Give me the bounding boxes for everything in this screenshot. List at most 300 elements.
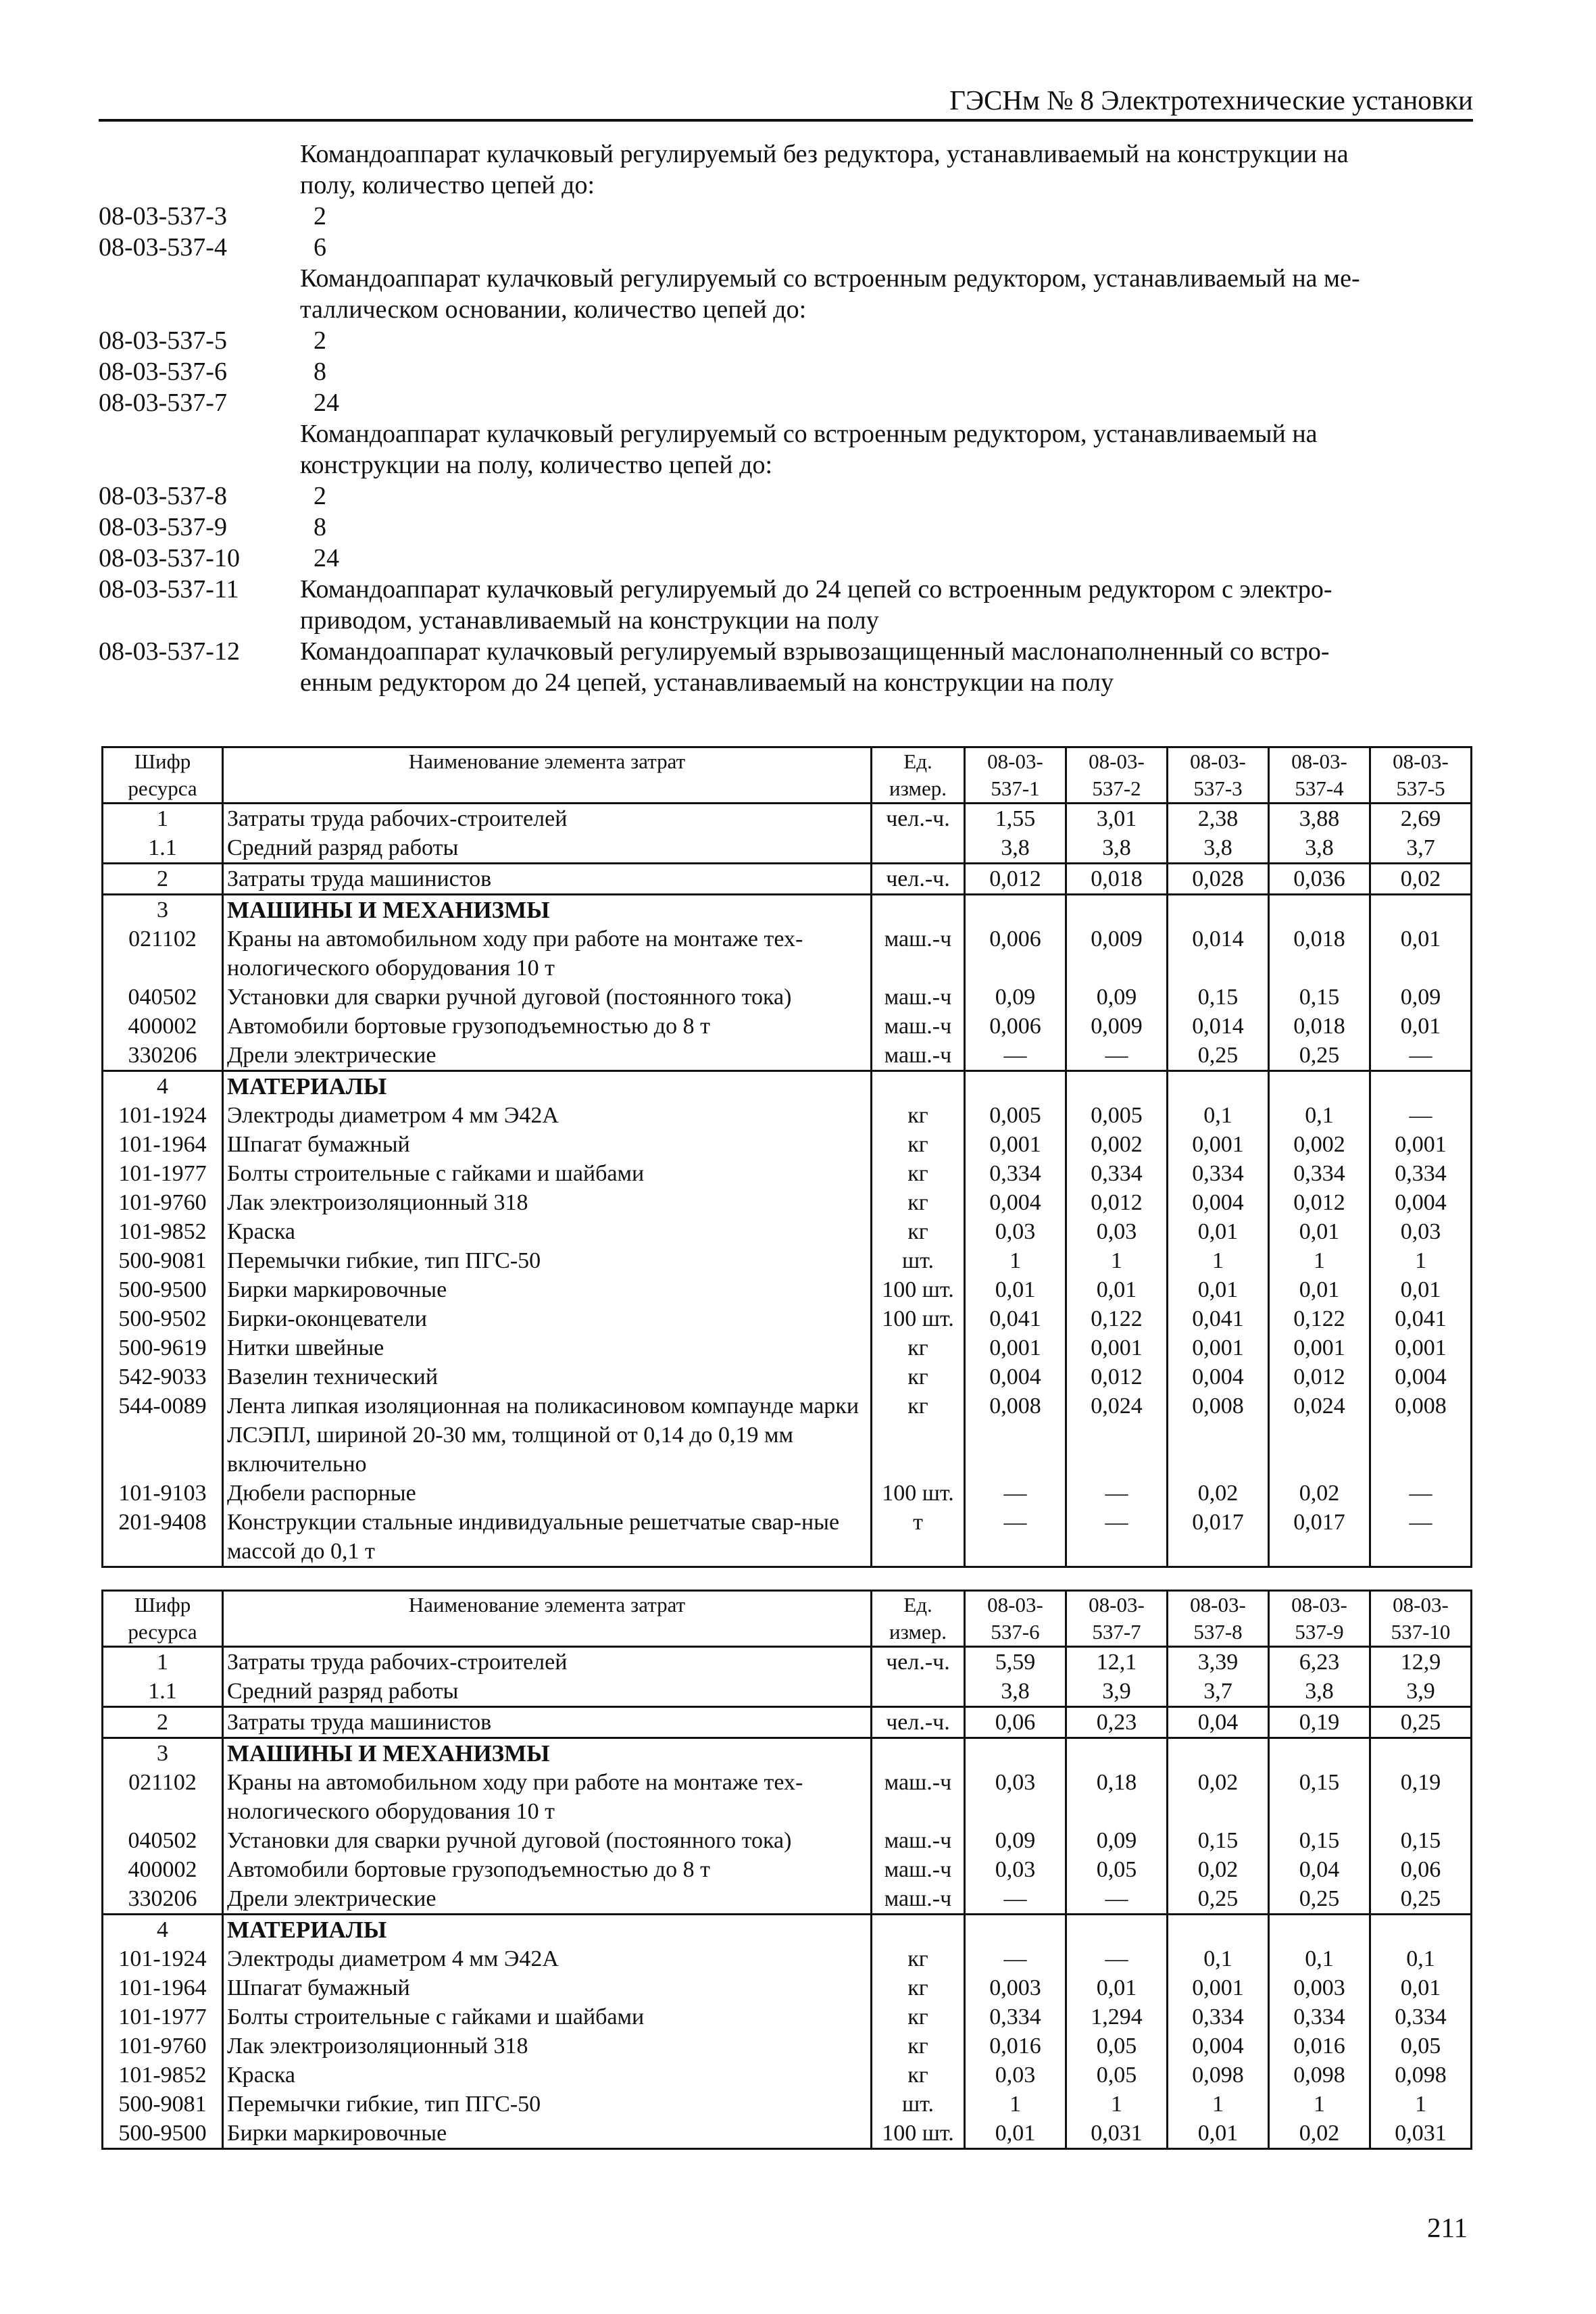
table-row bbox=[103, 1884, 1472, 1915]
norm-value: 0,01 bbox=[1370, 1973, 1472, 2002]
column-header: 08-03-537-2 bbox=[1066, 747, 1168, 804]
norm-value: 0,004 bbox=[1168, 1188, 1269, 1217]
norm-value: 0,004 bbox=[965, 1188, 1066, 1217]
work-code: 08-03-537-3 bbox=[99, 202, 227, 230]
unit-of-measure: кг bbox=[872, 1217, 965, 1246]
table-row bbox=[103, 2119, 1472, 2149]
work-code: 08-03-537-8 bbox=[99, 482, 227, 510]
norm-value bbox=[1168, 1915, 1269, 1945]
intro-row bbox=[99, 170, 1473, 201]
table-row bbox=[103, 1041, 1472, 1071]
section-row bbox=[103, 895, 1472, 925]
section-title: МАТЕРИАЛЫ bbox=[223, 1915, 872, 1945]
norm-value: 0,001 bbox=[1168, 1333, 1269, 1362]
norm-value: 0,25 bbox=[1370, 1707, 1472, 1738]
norm-value: 0,02 bbox=[1168, 1479, 1269, 1508]
work-text: конструкции на полу, количество цепей до: bbox=[300, 451, 773, 479]
work-code: 08-03-537-9 bbox=[99, 513, 227, 541]
norm-value: 0,012 bbox=[1269, 1362, 1370, 1392]
cost-element-name: Лак электроизоляционный 318 bbox=[223, 2032, 872, 2061]
unit-of-measure: маш.-ч bbox=[872, 983, 965, 1012]
cost-element-name: Краска bbox=[223, 2061, 872, 2090]
norm-value: 0,001 bbox=[1168, 1973, 1269, 2002]
table-row bbox=[103, 1944, 1472, 1973]
table-header-row bbox=[103, 747, 1472, 804]
norm-value: 0,003 bbox=[965, 1973, 1066, 2002]
norm-value: 0,15 bbox=[1168, 983, 1269, 1012]
norm-value: — bbox=[965, 1944, 1066, 1973]
resource-code: 040502 bbox=[103, 983, 223, 1012]
norm-value: 0,05 bbox=[1066, 1855, 1168, 1884]
unit-of-measure: 100 шт. bbox=[872, 1304, 965, 1333]
norm-value: 0,001 bbox=[1168, 1130, 1269, 1159]
resource-code: 330206 bbox=[103, 1884, 223, 1915]
unit-of-measure: маш.-ч bbox=[872, 1826, 965, 1855]
resource-code: 400002 bbox=[103, 1012, 223, 1041]
unit-of-measure: кг bbox=[872, 1101, 965, 1130]
resource-code: 101-9852 bbox=[103, 1217, 223, 1246]
unit-of-measure: кг bbox=[872, 1188, 965, 1217]
work-text: енным редуктором до 24 цепей, устанавливаемый на конструкции на полу bbox=[300, 668, 1114, 697]
unit-of-measure bbox=[872, 895, 965, 925]
norm-value: 1 bbox=[965, 2090, 1066, 2119]
unit-of-measure: шт. bbox=[872, 2090, 965, 2119]
norm-value: 2,69 bbox=[1370, 804, 1472, 834]
norm-value: 0,06 bbox=[1370, 1855, 1472, 1884]
norm-value: 3,39 bbox=[1168, 1647, 1269, 1677]
unit-of-measure: чел.-ч. bbox=[872, 804, 965, 834]
intro-row bbox=[99, 574, 1473, 605]
norm-value: 0,01 bbox=[965, 2119, 1066, 2149]
table-row bbox=[103, 1101, 1472, 1130]
norm-value: 0,19 bbox=[1269, 1707, 1370, 1738]
intro-row bbox=[99, 512, 1473, 543]
work-code: 08-03-537-4 bbox=[99, 233, 227, 262]
norm-value: 0,098 bbox=[1168, 2061, 1269, 2090]
resource-code: 3 bbox=[103, 1738, 223, 1769]
norm-value: 12,1 bbox=[1066, 1647, 1168, 1677]
unit-of-measure: маш.-ч bbox=[872, 925, 965, 983]
resource-code: 101-1977 bbox=[103, 1159, 223, 1188]
norm-value: 0,1 bbox=[1269, 1101, 1370, 1130]
work-text: 24 bbox=[314, 544, 339, 572]
norm-value: 0,028 bbox=[1168, 864, 1269, 895]
unit-of-measure: чел.-ч. bbox=[872, 864, 965, 895]
resource-code: 201-9408 bbox=[103, 1508, 223, 1567]
norm-value: 0,04 bbox=[1168, 1707, 1269, 1738]
norm-value: 0,1 bbox=[1168, 1101, 1269, 1130]
intro-row bbox=[99, 605, 1473, 636]
norm-value: 1 bbox=[1370, 1246, 1472, 1275]
norm-value: 0,03 bbox=[965, 2061, 1066, 2090]
norm-value: 1 bbox=[1269, 2090, 1370, 2119]
norm-value: 1 bbox=[1066, 2090, 1168, 2119]
norm-value: 0,09 bbox=[1370, 983, 1472, 1012]
norm-value: 0,334 bbox=[1269, 2002, 1370, 2032]
table-row bbox=[103, 833, 1472, 864]
cost-element-name: Дюбели распорные bbox=[223, 1479, 872, 1508]
column-header: Шифр ресурса bbox=[103, 747, 223, 804]
norm-value: 0,15 bbox=[1370, 1826, 1472, 1855]
norm-value: 0,06 bbox=[965, 1707, 1066, 1738]
work-text: Командоаппарат кулачковый регулируемый со встроенным редуктором, устанавливаемый на ме- bbox=[300, 264, 1360, 293]
norm-value: 0,15 bbox=[1269, 1768, 1370, 1826]
unit-of-measure bbox=[872, 1738, 965, 1769]
cost-element-name: Шпагат бумажный bbox=[223, 1973, 872, 2002]
unit-of-measure: кг bbox=[872, 1392, 965, 1479]
norm-value: 0,334 bbox=[1168, 2002, 1269, 2032]
norm-value: 0,05 bbox=[1066, 2061, 1168, 2090]
intro-row bbox=[99, 449, 1473, 481]
norm-value: 1 bbox=[1370, 2090, 1472, 2119]
norm-value: 0,23 bbox=[1066, 1707, 1168, 1738]
section-row bbox=[103, 1738, 1472, 1769]
norm-value bbox=[1269, 1738, 1370, 1769]
unit-of-measure: маш.-ч bbox=[872, 1012, 965, 1041]
cost-element-name: Затраты труда машинистов bbox=[223, 864, 872, 895]
norm-value: — bbox=[1066, 1041, 1168, 1071]
norm-value: 1 bbox=[965, 1246, 1066, 1275]
intro-row bbox=[99, 325, 1473, 356]
cost-element-name: Перемычки гибкие, тип ПГС-50 bbox=[223, 2090, 872, 2119]
norm-value: — bbox=[1370, 1508, 1472, 1567]
norm-value: — bbox=[1066, 1479, 1168, 1508]
resource-table-2 bbox=[101, 1590, 1472, 2150]
norm-value: 0,014 bbox=[1168, 1012, 1269, 1041]
resource-code: 1 bbox=[103, 1647, 223, 1677]
norm-value: 0,01 bbox=[1168, 1275, 1269, 1304]
norm-value: 0,25 bbox=[1168, 1041, 1269, 1071]
norm-value bbox=[965, 1738, 1066, 1769]
norm-value: 1 bbox=[1066, 1246, 1168, 1275]
work-text: 6 bbox=[314, 233, 326, 262]
table-row bbox=[103, 1973, 1472, 2002]
norm-value: 0,19 bbox=[1370, 1768, 1472, 1826]
cost-element-name: Бирки маркировочные bbox=[223, 2119, 872, 2149]
norm-value: 0,036 bbox=[1269, 864, 1370, 895]
norm-value: 0,334 bbox=[1269, 1159, 1370, 1188]
resource-code: 101-9852 bbox=[103, 2061, 223, 2090]
table-row bbox=[103, 1012, 1472, 1041]
norm-value: 0,01 bbox=[1066, 1973, 1168, 2002]
cost-element-name: Краны на автомобильном ходу при работе на монтаже тех-нологического оборудования 10 т bbox=[223, 1768, 872, 1826]
norm-value: 0,006 bbox=[965, 925, 1066, 983]
intro-row bbox=[99, 543, 1473, 574]
column-header: Наименование элемента затрат bbox=[223, 1591, 872, 1647]
norm-value: 6,23 bbox=[1269, 1647, 1370, 1677]
norm-value: 0,334 bbox=[965, 2002, 1066, 2032]
cost-element-name: Болты строительные с гайками и шайбами bbox=[223, 1159, 872, 1188]
work-text: Командоаппарат кулачковый регулируемый без редуктора, устанавливаемый на конструкции на bbox=[300, 140, 1349, 168]
norm-value: 0,02 bbox=[1269, 1479, 1370, 1508]
norm-value: 0,02 bbox=[1168, 1768, 1269, 1826]
work-text: Командоаппарат кулачковый регулируемый до 24 цепей со встроенным редуктором с электро- bbox=[300, 575, 1332, 604]
intro-row bbox=[99, 232, 1473, 263]
work-text: Командоаппарат кулачковый регулируемый со встроенным редуктором, устанавливаемый на bbox=[300, 420, 1318, 448]
norm-value: 0,017 bbox=[1168, 1508, 1269, 1567]
cost-element-name: Средний разряд работы bbox=[223, 833, 872, 864]
unit-of-measure: кг bbox=[872, 1159, 965, 1188]
unit-of-measure: кг bbox=[872, 2002, 965, 2032]
norm-value: 0,01 bbox=[1370, 925, 1472, 983]
norm-value: 0,01 bbox=[1168, 2119, 1269, 2149]
norm-value: 3,7 bbox=[1168, 1677, 1269, 1707]
column-header: 08-03-537-1 bbox=[965, 747, 1066, 804]
norm-value: — bbox=[1066, 1884, 1168, 1915]
norm-value: 0,024 bbox=[1269, 1392, 1370, 1479]
norm-value bbox=[1168, 895, 1269, 925]
table-row bbox=[103, 1246, 1472, 1275]
resource-code: 330206 bbox=[103, 1041, 223, 1071]
norm-value: 0,01 bbox=[1168, 1217, 1269, 1246]
norm-value: 0,031 bbox=[1370, 2119, 1472, 2149]
column-header: 08-03-537-8 bbox=[1168, 1591, 1269, 1647]
cost-element-name: Лак электроизоляционный 318 bbox=[223, 1188, 872, 1217]
norm-value: 0,05 bbox=[1066, 2032, 1168, 2061]
table-row bbox=[103, 2061, 1472, 2090]
norm-value: 3,88 bbox=[1269, 804, 1370, 834]
cost-element-name: Средний разряд работы bbox=[223, 1677, 872, 1707]
norm-value: 3,8 bbox=[965, 833, 1066, 864]
intro-row bbox=[99, 356, 1473, 387]
column-header: 08-03-537-9 bbox=[1269, 1591, 1370, 1647]
running-header bbox=[99, 80, 1473, 122]
norm-value bbox=[965, 895, 1066, 925]
norm-value bbox=[965, 1915, 1066, 1945]
column-header: Шифр ресурса bbox=[103, 1591, 223, 1647]
norm-value: 0,041 bbox=[965, 1304, 1066, 1333]
norm-value: 0,098 bbox=[1370, 2061, 1472, 2090]
norm-value: 0,03 bbox=[1066, 1217, 1168, 1246]
work-code: 08-03-537-11 bbox=[99, 575, 239, 604]
norm-value: 3,01 bbox=[1066, 804, 1168, 834]
norm-value: 1,294 bbox=[1066, 2002, 1168, 2032]
column-header: 08-03-537-7 bbox=[1066, 1591, 1168, 1647]
cost-element-name: Установки для сварки ручной дуговой (постоянного тока) bbox=[223, 983, 872, 1012]
resource-code: 2 bbox=[103, 1707, 223, 1738]
norm-value: 0,25 bbox=[1269, 1884, 1370, 1915]
unit-of-measure: маш.-ч bbox=[872, 1855, 965, 1884]
norm-value bbox=[1066, 1071, 1168, 1102]
cost-element-name: Затраты труда рабочих-строителей bbox=[223, 1647, 872, 1677]
norm-value: 5,59 bbox=[965, 1647, 1066, 1677]
intro-row bbox=[99, 636, 1473, 667]
norm-value: 0,031 bbox=[1066, 2119, 1168, 2149]
column-header: Ед. измер. bbox=[872, 1591, 965, 1647]
norm-value: 0,334 bbox=[1370, 1159, 1472, 1188]
table-row bbox=[103, 2002, 1472, 2032]
intro-row bbox=[99, 201, 1473, 232]
work-text: 8 bbox=[314, 358, 326, 386]
norm-value: — bbox=[1066, 1944, 1168, 1973]
norm-value: 0,334 bbox=[1370, 2002, 1472, 2032]
norm-value: 3,8 bbox=[1066, 833, 1168, 864]
norm-value: 0,012 bbox=[1066, 1362, 1168, 1392]
intro-row bbox=[99, 387, 1473, 418]
norm-value bbox=[1066, 1915, 1168, 1945]
work-code: 08-03-537-5 bbox=[99, 326, 227, 355]
norm-value: 0,05 bbox=[1370, 2032, 1472, 2061]
section-row bbox=[103, 1915, 1472, 1945]
resource-code: 1.1 bbox=[103, 833, 223, 864]
norm-value: 0,001 bbox=[1269, 1333, 1370, 1362]
norm-value: 0,334 bbox=[1168, 1159, 1269, 1188]
header-title: ГЭСНм № 8 Электротехнические установки bbox=[949, 84, 1473, 116]
work-code: 08-03-537-6 bbox=[99, 358, 227, 386]
resource-code: 101-9760 bbox=[103, 2032, 223, 2061]
norm-value: 0,001 bbox=[1066, 1333, 1168, 1362]
resource-code: 101-1924 bbox=[103, 1944, 223, 1973]
norm-value: 0,01 bbox=[965, 1275, 1066, 1304]
norm-value bbox=[1370, 1071, 1472, 1102]
norm-value: 0,09 bbox=[1066, 1826, 1168, 1855]
norm-value: 0,041 bbox=[1370, 1304, 1472, 1333]
cost-element-name: Конструкции стальные индивидуальные решетчатые свар-ные массой до 0,1 т bbox=[223, 1508, 872, 1567]
norm-value: 2,38 bbox=[1168, 804, 1269, 834]
unit-of-measure: маш.-ч bbox=[872, 1768, 965, 1826]
norm-value: 1 bbox=[1269, 1246, 1370, 1275]
norm-value: 0,005 bbox=[965, 1101, 1066, 1130]
norm-value: 3,7 bbox=[1370, 833, 1472, 864]
resource-code: 4 bbox=[103, 1915, 223, 1945]
resource-code: 101-9103 bbox=[103, 1479, 223, 1508]
norm-value: 0,018 bbox=[1269, 1012, 1370, 1041]
section-title: МАШИНЫ И МЕХАНИЗМЫ bbox=[223, 895, 872, 925]
table-row bbox=[103, 2090, 1472, 2119]
table-row bbox=[103, 804, 1472, 834]
resource-code: 500-9500 bbox=[103, 2119, 223, 2149]
norm-value: 0,008 bbox=[965, 1392, 1066, 1479]
column-header: Наименование элемента затрат bbox=[223, 747, 872, 804]
work-code: 08-03-537-7 bbox=[99, 389, 227, 417]
table-row bbox=[103, 925, 1472, 983]
table-row bbox=[103, 1275, 1472, 1304]
resource-code: 040502 bbox=[103, 1826, 223, 1855]
norm-value bbox=[1370, 1915, 1472, 1945]
norm-value: 0,009 bbox=[1066, 1012, 1168, 1041]
intro-row bbox=[99, 139, 1473, 170]
unit-of-measure bbox=[872, 1915, 965, 1945]
norm-value: 0,25 bbox=[1168, 1884, 1269, 1915]
work-text: приводом, устанавливаемый на конструкции на полу bbox=[300, 606, 879, 635]
norm-value: 0,098 bbox=[1269, 2061, 1370, 2090]
table-row bbox=[103, 1217, 1472, 1246]
norm-value bbox=[1269, 1915, 1370, 1945]
work-code: 08-03-537-10 bbox=[99, 544, 240, 572]
norm-value: 0,006 bbox=[965, 1012, 1066, 1041]
resource-code: 101-1977 bbox=[103, 2002, 223, 2032]
resource-code: 500-9081 bbox=[103, 2090, 223, 2119]
work-code: 08-03-537-12 bbox=[99, 637, 240, 666]
cost-element-name: Дрели электрические bbox=[223, 1041, 872, 1071]
resource-code: 1 bbox=[103, 804, 223, 834]
norm-value: — bbox=[1066, 1508, 1168, 1567]
resource-code: 1.1 bbox=[103, 1677, 223, 1707]
norm-value: 0,001 bbox=[965, 1130, 1066, 1159]
cost-element-name: Вазелин технический bbox=[223, 1362, 872, 1392]
table-row bbox=[103, 864, 1472, 895]
norm-value: 0,009 bbox=[1066, 925, 1168, 983]
norm-value: 0,004 bbox=[1370, 1362, 1472, 1392]
norm-value: 0,003 bbox=[1269, 1973, 1370, 2002]
norm-value: 0,014 bbox=[1168, 925, 1269, 983]
norm-value bbox=[1066, 895, 1168, 925]
norm-value: 0,1 bbox=[1370, 1944, 1472, 1973]
norm-value bbox=[1269, 895, 1370, 925]
work-text: 2 bbox=[314, 482, 326, 510]
cost-element-name: Бирки-оконцеватели bbox=[223, 1304, 872, 1333]
work-text: 24 bbox=[314, 389, 339, 417]
cost-element-name: Дрели электрические bbox=[223, 1884, 872, 1915]
resource-code: 101-1964 bbox=[103, 1973, 223, 2002]
norm-value: 0,004 bbox=[965, 1362, 1066, 1392]
norm-value: 0,041 bbox=[1168, 1304, 1269, 1333]
resource-code: 3 bbox=[103, 895, 223, 925]
resource-code: 021102 bbox=[103, 925, 223, 983]
norm-value: 3,9 bbox=[1066, 1677, 1168, 1707]
resource-code: 542-9033 bbox=[103, 1362, 223, 1392]
table-row bbox=[103, 1333, 1472, 1362]
norm-value: 0,012 bbox=[965, 864, 1066, 895]
norm-value bbox=[1269, 1071, 1370, 1102]
resource-code: 101-9760 bbox=[103, 1188, 223, 1217]
section-title: МАТЕРИАЛЫ bbox=[223, 1071, 872, 1102]
norm-value: 0,004 bbox=[1370, 1188, 1472, 1217]
resource-code: 101-1964 bbox=[103, 1130, 223, 1159]
column-header: 08-03-537-5 bbox=[1370, 747, 1472, 804]
norm-value bbox=[965, 1071, 1066, 1102]
table-row bbox=[103, 1392, 1472, 1479]
work-description-list bbox=[99, 139, 1473, 698]
intro-row bbox=[99, 481, 1473, 512]
norm-value: 0,02 bbox=[1370, 864, 1472, 895]
norm-value: 0,01 bbox=[1269, 1217, 1370, 1246]
norm-value: 0,008 bbox=[1370, 1392, 1472, 1479]
resource-code: 500-9502 bbox=[103, 1304, 223, 1333]
column-header: Ед. измер. bbox=[872, 747, 965, 804]
norm-value: 3,8 bbox=[1168, 833, 1269, 864]
cost-element-name: Перемычки гибкие, тип ПГС-50 bbox=[223, 1246, 872, 1275]
unit-of-measure bbox=[872, 1071, 965, 1102]
norm-value: 0,15 bbox=[1168, 1826, 1269, 1855]
norm-value: 0,002 bbox=[1269, 1130, 1370, 1159]
norm-value: — bbox=[1370, 1041, 1472, 1071]
norm-value: 0,03 bbox=[965, 1217, 1066, 1246]
norm-value: 0,01 bbox=[1370, 1275, 1472, 1304]
norm-value: 0,016 bbox=[1269, 2032, 1370, 2061]
norm-value: 0,1 bbox=[1269, 1944, 1370, 1973]
table-row bbox=[103, 1130, 1472, 1159]
norm-value: 0,001 bbox=[1370, 1130, 1472, 1159]
norm-value: 0,03 bbox=[965, 1768, 1066, 1826]
unit-of-measure: т bbox=[872, 1508, 965, 1567]
unit-of-measure: 100 шт. bbox=[872, 1479, 965, 1508]
unit-of-measure: 100 шт. bbox=[872, 1275, 965, 1304]
table-row bbox=[103, 1188, 1472, 1217]
norm-value: — bbox=[965, 1884, 1066, 1915]
cost-element-name: Электроды диаметром 4 мм Э42А bbox=[223, 1101, 872, 1130]
cost-element-name: Лента липкая изоляционная на поликасиновом компаунде марки ЛСЭПЛ, шириной 20-30 мм, толщиной от 0,14 до 0,19 мм включительно bbox=[223, 1392, 872, 1479]
work-text: полу, количество цепей до: bbox=[300, 171, 595, 199]
cost-element-name: Болты строительные с гайками и шайбами bbox=[223, 2002, 872, 2032]
norm-value: 0,012 bbox=[1066, 1188, 1168, 1217]
norm-value bbox=[1370, 1738, 1472, 1769]
table-row bbox=[103, 1707, 1472, 1738]
norm-value: 0,018 bbox=[1269, 925, 1370, 983]
norm-value: — bbox=[1370, 1479, 1472, 1508]
unit-of-measure: 100 шт. bbox=[872, 2119, 965, 2149]
norm-value: 0,012 bbox=[1269, 1188, 1370, 1217]
